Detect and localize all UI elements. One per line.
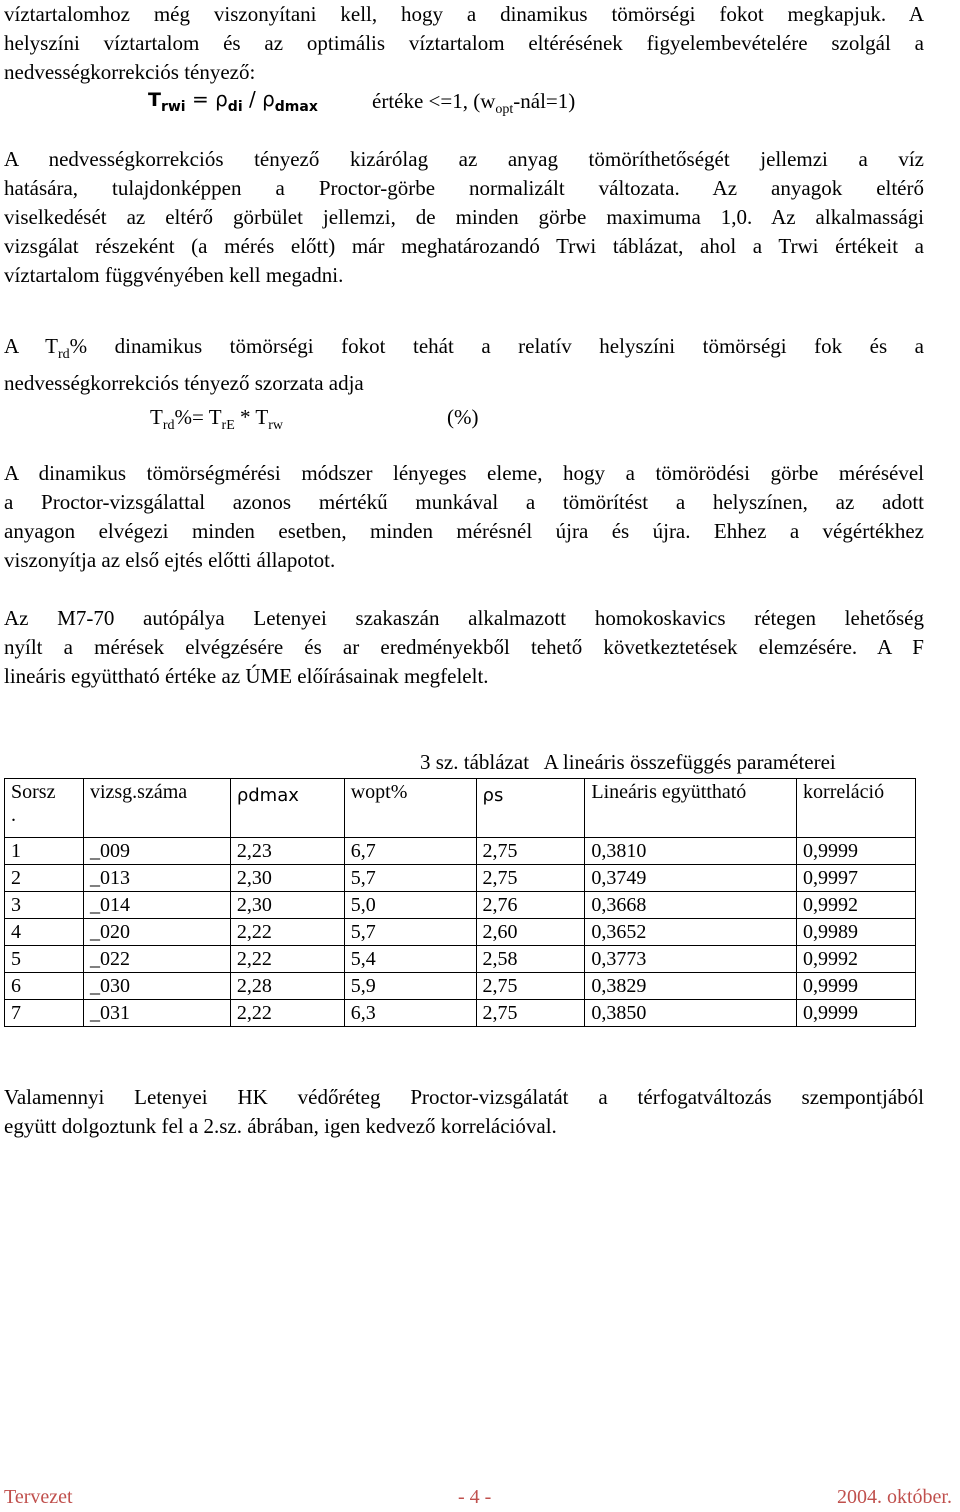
paragraph-method	[4, 459, 924, 575]
table-cell: 2,22	[230, 946, 344, 973]
table-row	[5, 892, 916, 919]
table-cell: 6,7	[344, 838, 476, 865]
table-cell: 2	[5, 865, 84, 892]
table-cell: 2,60	[476, 919, 585, 946]
table-cell: 7	[5, 1000, 84, 1027]
table-cell: 0,9999	[797, 838, 916, 865]
table-header-cell: Sorsz .	[5, 779, 84, 838]
table-cell: _014	[83, 892, 230, 919]
paragraph-dynamic-degree	[4, 332, 924, 398]
table-cell: _030	[83, 973, 230, 1000]
paragraph-intro	[4, 0, 924, 87]
text-line: viszonyítja az első ejtés előtti állapotot.	[4, 548, 336, 572]
paragraph-conclusion	[4, 1083, 924, 1141]
paragraph-m7	[4, 604, 924, 691]
formula-trd: $T_{rd}\%= T_{rE} * T_{rw}$	[150, 405, 283, 433]
table-cell: 2,30	[230, 892, 344, 919]
text-line: víztartalom függvényében kell megadni.	[4, 263, 344, 287]
table-cell: 0,3749	[585, 865, 797, 892]
table-row	[5, 919, 916, 946]
table-cell: 0,9997	[797, 865, 916, 892]
table-cell: 0,3810	[585, 838, 797, 865]
table-cell: 0,9992	[797, 946, 916, 973]
table-row	[5, 838, 916, 865]
text-line: nedvességkorrekciós tényező:	[4, 60, 256, 84]
text-line: lineáris együttható értéke az ÚME előírásainak megfelelt.	[4, 664, 489, 688]
table-cell: 0,3668	[585, 892, 797, 919]
table-header-cell: ρs	[476, 779, 585, 838]
table-cell: 5,7	[344, 865, 476, 892]
table-cell: 0,3652	[585, 919, 797, 946]
text-line: hatására, tulajdonképpen a Proctor-görbe normalizált változata. Az anyagok eltérő	[4, 176, 924, 200]
text-line: Valamennyi Letenyei HK védőréteg Proctor-vizsgálatát a térfogatváltozás szempontjából	[4, 1085, 924, 1109]
table-cell: 1	[5, 838, 84, 865]
text-line: nyílt a mérések elvégzésére és ar eredményekből tehető következtetések elemzésére. A F	[4, 635, 924, 659]
text-line: A $T_{rd}\%$ dinamikus tömörségi fokot tehát a relatív helyszíni tömörségi fok és a	[4, 334, 924, 362]
table-cell: 0,9999	[797, 973, 916, 1000]
table-cell: 5,4	[344, 946, 476, 973]
table-caption: 3 sz. táblázat A lineáris összefüggés paraméterei	[420, 750, 836, 774]
formula-unit: (%)	[447, 405, 479, 429]
table-cell: 2,22	[230, 919, 344, 946]
table-row	[5, 946, 916, 973]
table-cell: 0,3850	[585, 1000, 797, 1027]
table-header-cell: ρdmax	[230, 779, 344, 838]
table-cell: 5,7	[344, 919, 476, 946]
text-line: víztartalomhoz még viszonyítani kell, hogy a dinamikus tömörségi fokot megkapjuk. A	[4, 2, 924, 26]
table-header-cell: korreláció	[797, 779, 916, 838]
formula-trwi: $T_{rwi} = \rho_{di} / \rho_{dmax}$	[148, 87, 318, 115]
table-row	[5, 865, 916, 892]
table-cell: 2,75	[476, 973, 585, 1000]
table-cell: 4	[5, 919, 84, 946]
footer-left: Tervezet	[4, 1486, 73, 1508]
table-cell: _022	[83, 946, 230, 973]
table-cell: _031	[83, 1000, 230, 1027]
text-line: a Proctor-vizsgálattal azonos mértékű munkával a tömörítést a helyszínen, az adott	[4, 490, 924, 514]
text-line: A dinamikus tömörségmérési módszer lényeges eleme, hogy a tömörödési görbe mérésével	[4, 461, 924, 485]
table-cell: 0,9999	[797, 1000, 916, 1027]
table-cell: 2,28	[230, 973, 344, 1000]
text-line: anyagon elvégezi minden esetben, minden mérésnél újra és újra. Ehhez a végértékhez	[4, 519, 924, 543]
table-cell: 2,58	[476, 946, 585, 973]
text-line: viselkedését az eltérő görbület jellemzi, de minden görbe maximuma 1,0. Az alkalmassági	[4, 205, 924, 229]
table-cell: 5,0	[344, 892, 476, 919]
table-cell: 2,76	[476, 892, 585, 919]
table-cell: _020	[83, 919, 230, 946]
table-cell: 6,3	[344, 1000, 476, 1027]
table-cell: 2,23	[230, 838, 344, 865]
table-cell: 0,3829	[585, 973, 797, 1000]
table-cell: 5,9	[344, 973, 476, 1000]
text-line: helyszíni víztartalom és az optimális víztartalom eltérésének figyelembevételére szolgál a	[4, 31, 924, 55]
table-cell: 2,30	[230, 865, 344, 892]
table-header-cell: Lineáris együttható	[585, 779, 797, 838]
parameters-table	[4, 778, 916, 1027]
footer-page-number: - 4 -	[458, 1486, 492, 1508]
paragraph-correction-factor	[4, 145, 924, 290]
table-cell: 0,9992	[797, 892, 916, 919]
formula-note: értéke <=1, $(w_{opt}-nál=1)$	[372, 89, 576, 117]
table-cell: 2,75	[476, 838, 585, 865]
table-cell: 2,75	[476, 865, 585, 892]
table-cell: 5	[5, 946, 84, 973]
table-header-cell: wopt%	[344, 779, 476, 838]
table-cell: 6	[5, 973, 84, 1000]
text-line: A nedvességkorrekciós tényező kizárólag az anyag tömöríthetőségét jellemzi a víz	[4, 147, 924, 171]
table-header-cell: vizsg.száma	[83, 779, 230, 838]
text-line: Az M7-70 autópálya Letenyei szakaszán alkalmazott homokoskavics rétegen lehetőség	[4, 606, 924, 630]
table-cell: 3	[5, 892, 84, 919]
table-row	[5, 1000, 916, 1027]
table-header-row	[5, 779, 916, 838]
table-cell: _013	[83, 865, 230, 892]
table-row	[5, 973, 916, 1000]
table-cell: 0,3773	[585, 946, 797, 973]
table-cell: 0,9989	[797, 919, 916, 946]
text-line: együtt dolgoztunk fel a 2.sz. ábrában, igen kedvező korrelációval.	[4, 1114, 557, 1138]
table-cell: _009	[83, 838, 230, 865]
table-cell: 2,22	[230, 1000, 344, 1027]
text-line: vizsgálat részeként (a mérés előtt) már meghatározandó Trwi táblázat, ahol a Trwi értékeit a	[4, 234, 924, 258]
table-cell: 2,75	[476, 1000, 585, 1027]
text-line: nedvességkorrekciós tényező szorzata adja	[4, 371, 364, 395]
footer-date: 2004. október.	[837, 1486, 952, 1508]
